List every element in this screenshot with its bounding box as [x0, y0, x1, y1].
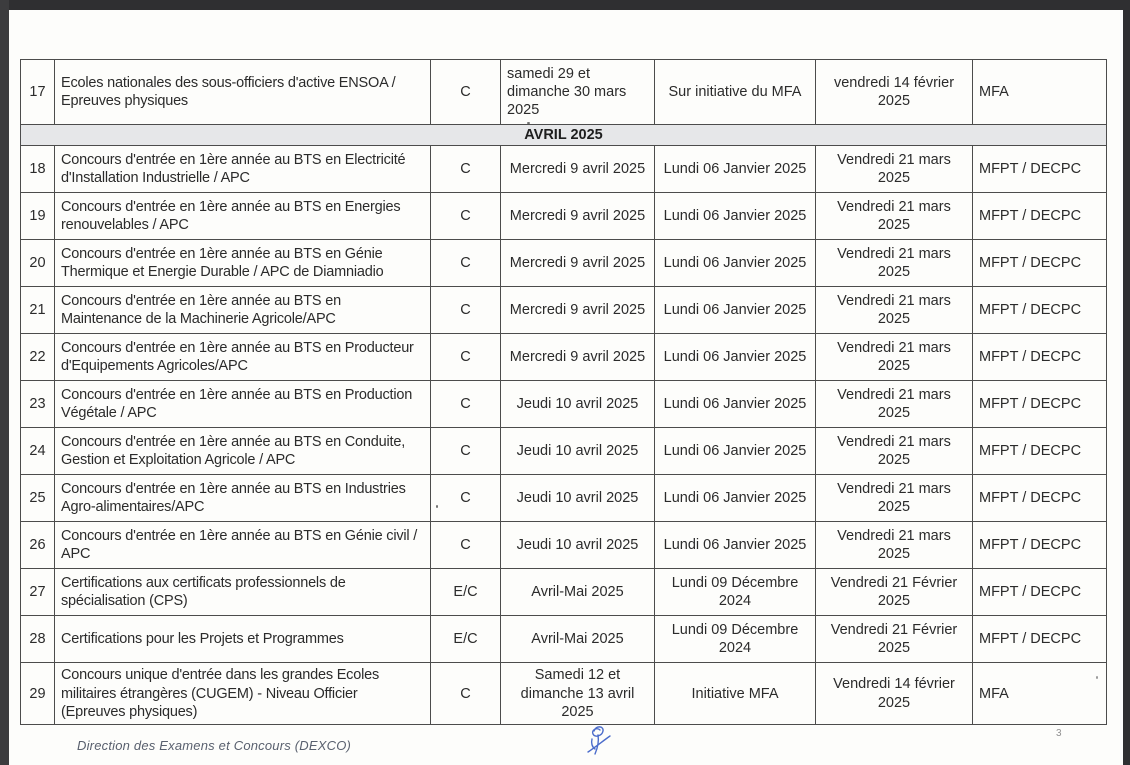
organizer: MFPT / DECPC: [973, 616, 1107, 663]
registration-closing-date: Vendredi 14 février 2025: [816, 663, 973, 725]
row-number: 26: [21, 522, 55, 569]
exam-type: C: [431, 287, 501, 334]
exam-date: Mercredi 9 avril 2025: [501, 146, 655, 193]
row-number: 28: [21, 616, 55, 663]
scan-edge-left: [0, 0, 9, 765]
registration-closing-date: Vendredi 21 Février 2025: [816, 569, 973, 616]
exam-type: C: [431, 663, 501, 725]
registration-opening-date: Lundi 06 Janvier 2025: [655, 240, 816, 287]
exam-date: samedi 29 et dimanche 30 mars 2025: [501, 60, 655, 125]
registration-closing-date: Vendredi 21 mars 2025: [816, 522, 973, 569]
registration-opening-date: Lundi 06 Janvier 2025: [655, 475, 816, 522]
organizer: MFPT / DECPC: [973, 475, 1107, 522]
registration-opening-date: Lundi 09 Décembre 2024: [655, 569, 816, 616]
row-number: 24: [21, 428, 55, 475]
scan-speck: [1096, 676, 1098, 679]
registration-opening-date: Lundi 09 Décembre 2024: [655, 616, 816, 663]
month-section-row: [21, 125, 1107, 146]
registration-opening-date: Lundi 06 Janvier 2025: [655, 146, 816, 193]
exam-date: Mercredi 9 avril 2025: [501, 334, 655, 381]
exam-type: C: [431, 240, 501, 287]
exam-type: C: [431, 381, 501, 428]
scan-edge-top: [0, 0, 1130, 10]
table-row: [21, 428, 1107, 475]
organizer: MFPT / DECPC: [973, 381, 1107, 428]
document-footer: Direction des Examens et Concours (DEXCO): [77, 738, 352, 753]
registration-opening-date: Lundi 06 Janvier 2025: [655, 522, 816, 569]
registration-opening-date: Lundi 06 Janvier 2025: [655, 381, 816, 428]
exam-type: E/C: [431, 569, 501, 616]
organizer: MFPT / DECPC: [973, 569, 1107, 616]
row-number: 19: [21, 193, 55, 240]
registration-closing-date: Vendredi 21 Février 2025: [816, 616, 973, 663]
registration-opening-date: Sur initiative du MFA: [655, 60, 816, 125]
registration-closing-date: Vendredi 21 mars 2025: [816, 193, 973, 240]
exam-date: Jeudi 10 avril 2025: [501, 428, 655, 475]
table-row: [21, 475, 1107, 522]
exam-date: Avril-Mai 2025: [501, 569, 655, 616]
organizer: MFPT / DECPC: [973, 287, 1107, 334]
exam-label: Concours d'entrée en 1ère année au BTS en Energies renouvelables / APC: [55, 193, 431, 240]
exam-date: Samedi 12 et dimanche 13 avril 2025: [501, 663, 655, 725]
table-row: [21, 60, 1107, 125]
exam-type: C: [431, 475, 501, 522]
registration-closing-date: Vendredi 21 mars 2025: [816, 287, 973, 334]
scan-speck: [527, 122, 530, 124]
row-number: 22: [21, 334, 55, 381]
exam-label: Concours d'entrée en 1ère année au BTS en Producteur d'Equipements Agricoles/APC: [55, 334, 431, 381]
exam-type: E/C: [431, 616, 501, 663]
exam-label: Concours d'entrée en 1ère année au BTS en Maintenance de la Machinerie Agricole/APC: [55, 287, 431, 334]
table-row: [21, 522, 1107, 569]
organizer: MFPT / DECPC: [973, 522, 1107, 569]
exam-label: Certifications aux certificats professionnels de spécialisation (CPS): [55, 569, 431, 616]
table-row: [21, 287, 1107, 334]
exam-type: C: [431, 60, 501, 125]
exam-label: Concours d'entrée en 1ère année au BTS en Industries Agro-alimentaires/APC: [55, 475, 431, 522]
month-section-label: AVRIL 2025: [21, 125, 1107, 146]
stray-page-mark: 3: [1056, 728, 1062, 739]
exam-date: Mercredi 9 avril 2025: [501, 193, 655, 240]
registration-closing-date: Vendredi 21 mars 2025: [816, 475, 973, 522]
organizer: MFPT / DECPC: [973, 428, 1107, 475]
exam-label: Concours d'entrée en 1ère année au BTS en Production Végétale / APC: [55, 381, 431, 428]
row-number: 20: [21, 240, 55, 287]
exam-label: Concours unique d'entrée dans les grandes Ecoles militaires étrangères (CUGEM) - Niveau Officier (Epreuves physiques): [55, 663, 431, 725]
table-row: [21, 381, 1107, 428]
row-number: 23: [21, 381, 55, 428]
table-row: [21, 334, 1107, 381]
exam-label: Ecoles nationales des sous-officiers d'active ENSOA / Epreuves physiques: [55, 60, 431, 125]
exam-date: Jeudi 10 avril 2025: [501, 522, 655, 569]
registration-closing-date: Vendredi 21 mars 2025: [816, 428, 973, 475]
scan-edge-right: [1123, 0, 1130, 765]
exam-type: C: [431, 146, 501, 193]
registration-closing-date: Vendredi 21 mars 2025: [816, 381, 973, 428]
scan-speck: [436, 505, 438, 508]
exam-calendar-table: [20, 59, 1107, 725]
exam-date: Avril-Mai 2025: [501, 616, 655, 663]
table-row: [21, 240, 1107, 287]
row-number: 17: [21, 60, 55, 125]
registration-closing-date: vendredi 14 février 2025: [816, 60, 973, 125]
signature-paraph-icon: [576, 722, 618, 764]
registration-opening-date: Lundi 06 Janvier 2025: [655, 193, 816, 240]
table-row: [21, 616, 1107, 663]
exam-type: C: [431, 193, 501, 240]
row-number: 21: [21, 287, 55, 334]
exam-type: C: [431, 334, 501, 381]
organizer: MFA: [973, 60, 1107, 125]
row-number: 25: [21, 475, 55, 522]
table-row: [21, 569, 1107, 616]
registration-opening-date: Initiative MFA: [655, 663, 816, 725]
exam-label: Certifications pour les Projets et Programmes: [55, 616, 431, 663]
exam-date: Jeudi 10 avril 2025: [501, 381, 655, 428]
exam-date: Mercredi 9 avril 2025: [501, 240, 655, 287]
exam-date: Jeudi 10 avril 2025: [501, 475, 655, 522]
table-row: [21, 193, 1107, 240]
exam-label: Concours d'entrée en 1ère année au BTS en Conduite, Gestion et Exploitation Agricole / APC: [55, 428, 431, 475]
organizer: MFPT / DECPC: [973, 146, 1107, 193]
exam-label: Concours d'entrée en 1ère année au BTS en Electricité d'Installation Industrielle / APC: [55, 146, 431, 193]
organizer: MFPT / DECPC: [973, 334, 1107, 381]
table-row: [21, 146, 1107, 193]
organizer: MFA: [973, 663, 1107, 725]
registration-opening-date: Lundi 06 Janvier 2025: [655, 428, 816, 475]
organizer: MFPT / DECPC: [973, 240, 1107, 287]
exam-type: C: [431, 522, 501, 569]
exam-type: C: [431, 428, 501, 475]
row-number: 29: [21, 663, 55, 725]
row-number: 27: [21, 569, 55, 616]
exam-label: Concours d'entrée en 1ère année au BTS en Génie civil / APC: [55, 522, 431, 569]
exam-date: Mercredi 9 avril 2025: [501, 287, 655, 334]
table-row: [21, 663, 1107, 725]
registration-closing-date: Vendredi 21 mars 2025: [816, 146, 973, 193]
organizer: MFPT / DECPC: [973, 193, 1107, 240]
registration-opening-date: Lundi 06 Janvier 2025: [655, 334, 816, 381]
exam-label: Concours d'entrée en 1ère année au BTS en Génie Thermique et Energie Durable / APC de Diamniadio: [55, 240, 431, 287]
row-number: 18: [21, 146, 55, 193]
registration-closing-date: Vendredi 21 mars 2025: [816, 334, 973, 381]
registration-opening-date: Lundi 06 Janvier 2025: [655, 287, 816, 334]
registration-closing-date: Vendredi 21 mars 2025: [816, 240, 973, 287]
